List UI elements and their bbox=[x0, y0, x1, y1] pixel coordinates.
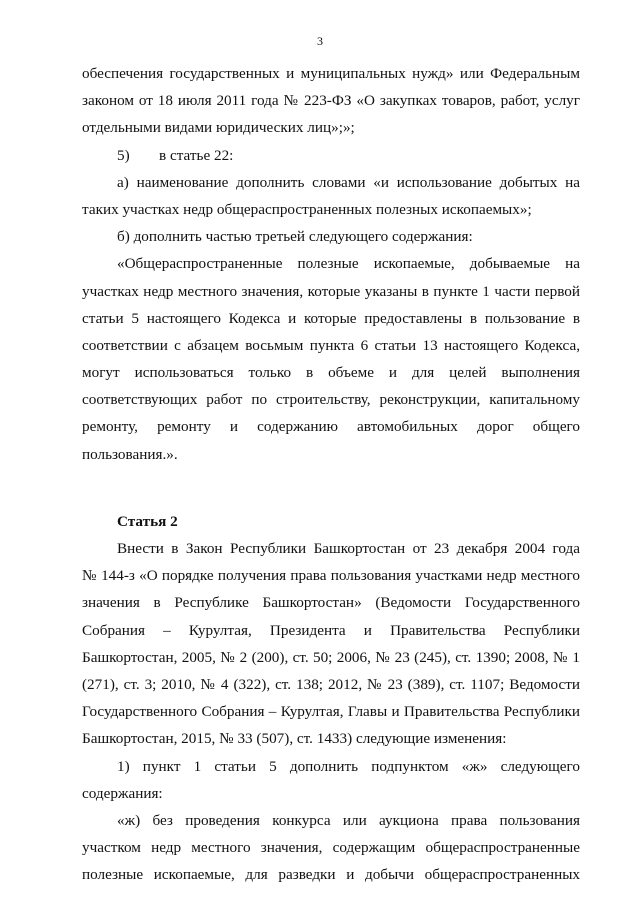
paragraph-line: б) дополнить частью третьей следующего содержания: bbox=[117, 228, 473, 246]
paragraph-line: обеспечения государственных и муниципальных нужд» или Федеральным bbox=[82, 65, 580, 82]
paragraph-line: участках недр местного значения, которые указаны в пункте 1 части первой bbox=[82, 282, 580, 300]
paragraph-line: Внести в Закон Республики Башкортостан от 23 декабря 2004 года bbox=[117, 540, 580, 557]
paragraph-line: ремонту, ремонту и содержанию автомобильных дорог общего bbox=[82, 418, 580, 436]
paragraph-line: могут использоваться только в объеме и для целей выполнения bbox=[82, 364, 580, 382]
paragraph-line: пользования.». bbox=[82, 445, 178, 463]
paragraph-line: Башкортостан, 2015, № 33 (507), ст. 1433) следующие изменения: bbox=[82, 730, 507, 748]
paragraph-line: № 144-з «О порядке получения права пользования участками недр местного bbox=[82, 567, 580, 585]
paragraph-line: отдельными видами юридических лиц»;»; bbox=[82, 119, 355, 137]
paragraph-line: соответствующих работ по строительству, реконструкции, капитальному bbox=[82, 391, 580, 409]
page-number: 3 bbox=[317, 34, 323, 48]
paragraph-line: статьи 5 настоящего Кодекса и которые предоставлены в пользование в bbox=[82, 309, 580, 327]
paragraph-line: полезные ископаемые, для разведки и добычи общераспространенных bbox=[82, 866, 580, 884]
paragraph-line: «Общераспространенные полезные ископаемые, добываемые на bbox=[117, 255, 580, 273]
paragraph-line: значения в Республике Башкортостан» (Ведомости Государственного bbox=[82, 594, 580, 612]
paragraph-line: Собрания – Курултая, Президента и Правительства Республики bbox=[82, 621, 580, 639]
paragraph-line: «ж) без проведения конкурса или аукциона права пользования bbox=[117, 811, 580, 829]
paragraph-line: соответствии с абзацем восьмым пункта 6 статьи 13 настоящего Кодекса, bbox=[82, 336, 580, 354]
list-item-text: в статье 22: bbox=[159, 146, 234, 164]
list-item-5 bbox=[82, 142, 580, 169]
list-item-number: 5) bbox=[117, 146, 130, 164]
paragraph-line: участком недр местного значения, содержащим общераспространенные bbox=[82, 839, 580, 857]
document-body bbox=[82, 60, 580, 888]
paragraph-line: (271), ст. 3; 2010, № 4 (322), ст. 138; 2012, № 23 (389), ст. 1107; Ведомости bbox=[82, 675, 580, 693]
paragraph-line: а) наименование дополнить словами «и использование добытых на bbox=[117, 173, 580, 191]
paragraph-line: содержания: bbox=[82, 784, 163, 802]
section-spacer bbox=[82, 468, 580, 508]
paragraph-line: таких участках недр общераспространенных полезных ископаемых»; bbox=[82, 200, 532, 218]
paragraph-line: Государственного Собрания – Курултая, Главы и Правительства Республики bbox=[82, 703, 580, 721]
paragraph-line: законом от 18 июля 2011 года № 223-ФЗ «О закупках товаров, работ, услуг bbox=[82, 92, 580, 110]
article-heading: Статья 2 bbox=[117, 512, 178, 530]
paragraph-line: Башкортостан, 2005, № 2 (200), ст. 50; 2006, № 23 (245), ст. 1390; 2008, № 1 bbox=[82, 648, 580, 666]
paragraph-line: 1) пункт 1 статьи 5 дополнить подпунктом «ж» следующего bbox=[117, 757, 580, 775]
